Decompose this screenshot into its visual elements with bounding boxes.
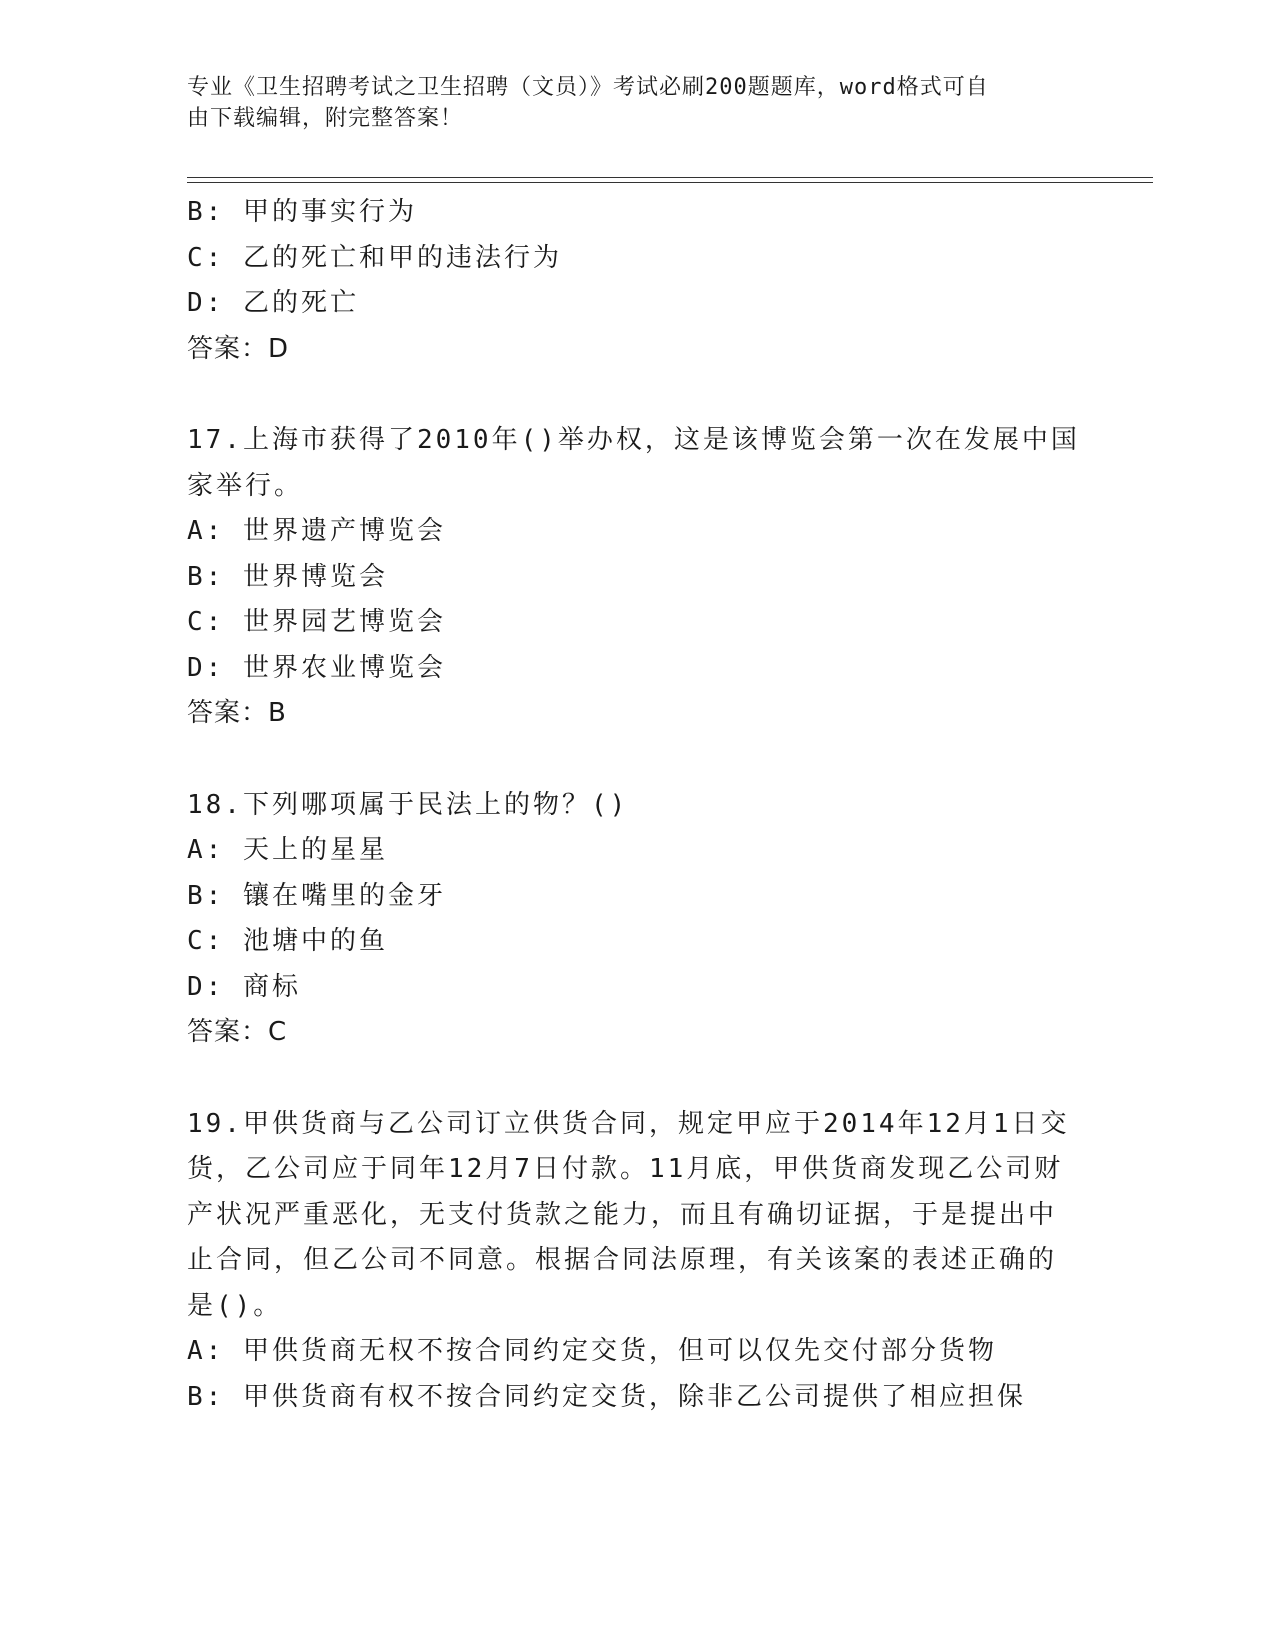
question-18-option-a: A: 天上的星星 xyxy=(187,835,388,865)
question-19-stem-line-1: 19.甲供货商与乙公司订立供货合同，规定甲应于2014年12月1日交 xyxy=(187,1108,1070,1139)
document-header xyxy=(187,72,1067,134)
question-list xyxy=(187,190,1087,1420)
question-18-stem-line-1: 18.下列哪项属于民法上的物？() xyxy=(187,789,629,820)
question-16-option-b: B: 甲的事实行为 xyxy=(187,197,417,227)
question-17-option-c: C: 世界园艺博览会 xyxy=(187,607,446,637)
question-17-answer: 答案：B xyxy=(187,698,287,728)
header-divider-bottom xyxy=(187,182,1153,183)
question-17-option-a: A: 世界遗产博览会 xyxy=(187,516,446,546)
header-line-2: 由下载编辑，附完整答案！ xyxy=(187,106,464,131)
header-divider-top xyxy=(187,177,1153,178)
question-18-option-d: D: 商标 xyxy=(187,971,301,1002)
question-19 xyxy=(187,1102,1087,1421)
question-18-answer: 答案：C xyxy=(187,1017,288,1047)
question-16 xyxy=(187,190,1087,372)
spacer xyxy=(187,1056,1087,1102)
question-19-stem-line-4: 止合同，但乙公司不同意。根据合同法原理，有关该案的表述正确的 xyxy=(187,1245,1058,1275)
question-18-option-c: C: 池塘中的鱼 xyxy=(187,926,388,956)
question-17 xyxy=(187,418,1087,737)
question-18 xyxy=(187,783,1087,1056)
question-17-option-b: B: 世界博览会 xyxy=(187,561,388,592)
spacer xyxy=(187,737,1087,783)
spacer xyxy=(187,372,1087,418)
question-18-option-b: B: 镶在嘴里的金牙 xyxy=(187,880,446,911)
question-19-option-a: A: 甲供货商无权不按合同约定交货，但可以仅先交付部分货物 xyxy=(187,1336,997,1366)
question-17-stem-line-1: 17.上海市获得了2010年()举办权，这是该博览会第一次在发展中国 xyxy=(187,425,1080,455)
question-16-option-d: D: 乙的死亡 xyxy=(187,288,359,318)
question-16-answer: 答案：D xyxy=(187,333,290,364)
question-19-option-b: B: 甲供货商有权不按合同约定交货，除非乙公司提供了相应担保 xyxy=(187,1381,1026,1412)
question-19-stem-line-2: 货，乙公司应于同年12月7日付款。11月底，甲供货商发现乙公司财 xyxy=(187,1154,1064,1184)
question-19-stem-line-5: 是()。 xyxy=(187,1290,283,1321)
header-line-1: 专业《卫生招聘考试之卫生招聘（文员）》考试必刷200题题库，word格式可自 xyxy=(187,75,989,100)
question-17-option-d: D: 世界农业博览会 xyxy=(187,652,446,683)
question-19-stem-line-3: 产状况严重恶化，无支付货款之能力，而且有确切证据，于是提出中 xyxy=(187,1199,1058,1230)
question-17-stem-line-2: 家举行。 xyxy=(187,470,304,501)
question-16-option-c: C: 乙的死亡和甲的违法行为 xyxy=(187,242,562,273)
